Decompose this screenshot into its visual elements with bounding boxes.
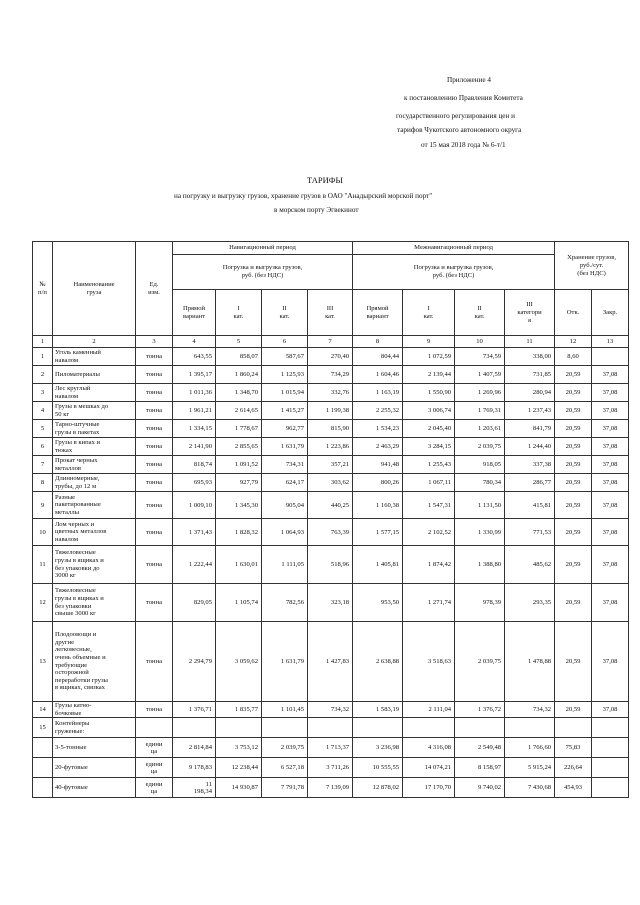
value-cell: 1 630,01 — [216, 546, 262, 584]
value-cell: 1 376,71 — [173, 702, 216, 718]
table-row — [33, 420, 629, 438]
value-cell: 8 158,97 — [455, 758, 505, 778]
value-cell: 20,59 — [555, 622, 592, 702]
value-cell: 858,07 — [216, 348, 262, 366]
table-row — [33, 492, 629, 519]
value-cell — [592, 348, 629, 366]
value-cell — [592, 738, 629, 758]
value-cell: 11 198,34 — [173, 778, 216, 798]
value-cell: 1 244,40 — [505, 438, 555, 456]
value-cell: 1 769,31 — [455, 402, 505, 420]
value-cell: 587,67 — [262, 348, 308, 366]
value-cell: 3 711,26 — [308, 758, 353, 778]
col-number: 2 — [53, 336, 136, 348]
col-number: 10 — [455, 336, 505, 348]
value-cell: 3 006,74 — [403, 402, 455, 420]
col-number: 1 — [33, 336, 53, 348]
value-cell: 1 583,19 — [353, 702, 403, 718]
value-cell: 1 330,99 — [455, 519, 505, 546]
col-number: 9 — [403, 336, 455, 348]
value-cell: 978,39 — [455, 584, 505, 622]
row-number-cell — [33, 758, 53, 778]
cargo-name-cell: Лес круглый навалом — [53, 384, 136, 402]
table-row — [33, 584, 629, 622]
cargo-name-cell: Тяжеловесные грузы в ящиках и без упаковки до 3000 кг — [53, 546, 136, 584]
value-cell: 7 430,68 — [505, 778, 555, 798]
value-cell: 37,08 — [592, 584, 629, 622]
value-cell: 1 101,45 — [262, 702, 308, 718]
value-cell: 1 713,37 — [308, 738, 353, 758]
row-number-cell: 6 — [33, 438, 53, 456]
table-row — [33, 702, 629, 718]
value-cell: 1 015,94 — [262, 384, 308, 402]
col-header-inter-period: Межнавигационный период — [353, 242, 555, 255]
header-line: Приложение 4 — [447, 76, 491, 84]
col-number: 12 — [555, 336, 592, 348]
value-cell: 3 284,15 — [403, 438, 455, 456]
col-header-closed-storage: Закр. — [592, 290, 629, 336]
value-cell: 1 072,59 — [403, 348, 455, 366]
value-cell: 12 238,44 — [216, 758, 262, 778]
value-cell: 734,31 — [262, 456, 308, 474]
value-cell: 20,59 — [555, 584, 592, 622]
value-cell: 2 463,29 — [353, 438, 403, 456]
value-cell: 37,08 — [592, 474, 629, 492]
value-cell: 10 555,55 — [353, 758, 403, 778]
table-row — [33, 474, 629, 492]
value-cell: 37,08 — [592, 366, 629, 384]
value-cell: 20,59 — [555, 420, 592, 438]
value-cell: 1 766,60 — [505, 738, 555, 758]
value-cell: 1 860,24 — [216, 366, 262, 384]
value-cell: 37,08 — [592, 702, 629, 718]
unit-cell: тонна — [136, 702, 173, 718]
value-cell: 734,29 — [308, 366, 353, 384]
value-cell: 20,59 — [555, 546, 592, 584]
value-cell: 1 237,43 — [505, 402, 555, 420]
cargo-name-cell: 20-футовые — [53, 758, 136, 778]
value-cell: 2 549,48 — [455, 738, 505, 758]
col-header-storage: Хранение грузов, руб./сут. (без НДС) — [555, 242, 629, 290]
table-row — [33, 438, 629, 456]
row-number-cell: 3 — [33, 384, 53, 402]
value-cell: 1 376,72 — [455, 702, 505, 718]
row-number-cell: 10 — [33, 519, 53, 546]
col-header-direct-nav: Прямой вариант — [173, 290, 216, 336]
value-cell: 1 009,10 — [173, 492, 216, 519]
value-cell: 1 961,21 — [173, 402, 216, 420]
value-cell — [505, 718, 555, 738]
value-cell: 1 064,93 — [262, 519, 308, 546]
value-cell: 1 348,70 — [216, 384, 262, 402]
col-number: 6 — [262, 336, 308, 348]
value-cell: 37,08 — [592, 420, 629, 438]
value-cell: 1 199,38 — [308, 402, 353, 420]
value-cell: 280,94 — [505, 384, 555, 402]
document-subtitle-line1: на погрузку и выгрузку грузов, хранение грузов в ОАО "Анадырский морской порт" — [174, 192, 433, 200]
table-row — [33, 384, 629, 402]
col-number: 13 — [592, 336, 629, 348]
value-cell — [403, 718, 455, 738]
value-cell: 337,38 — [505, 456, 555, 474]
row-number-cell: 7 — [33, 456, 53, 474]
value-cell: 927,79 — [216, 474, 262, 492]
row-number-cell: 2 — [33, 366, 53, 384]
value-cell: 5 915,24 — [505, 758, 555, 778]
value-cell: 1 407,59 — [455, 366, 505, 384]
value-cell: 1 577,15 — [353, 519, 403, 546]
col-number: 4 — [173, 336, 216, 348]
value-cell: 624,17 — [262, 474, 308, 492]
table-row — [33, 456, 629, 474]
value-cell: 3 518,63 — [403, 622, 455, 702]
unit-cell: тонна — [136, 456, 173, 474]
value-cell: 1 405,81 — [353, 546, 403, 584]
value-cell: 1 163,19 — [353, 384, 403, 402]
col-header-cat1-nav: I кат. — [216, 290, 262, 336]
table-row — [33, 718, 629, 738]
value-cell: 3 236,98 — [353, 738, 403, 758]
value-cell: 1 160,38 — [353, 492, 403, 519]
header-line: государственного регулирования цен и — [396, 112, 515, 120]
table-row — [33, 778, 629, 798]
value-cell: 1 371,43 — [173, 519, 216, 546]
value-cell: 1 415,27 — [262, 402, 308, 420]
value-cell: 303,62 — [308, 474, 353, 492]
value-cell: 20,59 — [555, 402, 592, 420]
row-number-cell: 12 — [33, 584, 53, 622]
row-number-cell: 13 — [33, 622, 53, 702]
value-cell: 2 855,65 — [216, 438, 262, 456]
col-number: 8 — [353, 336, 403, 348]
cargo-name-cell: Лом черных и цветных металлов навалом — [53, 519, 136, 546]
value-cell: 37,08 — [592, 546, 629, 584]
cargo-name-cell: Пиломатериалы — [53, 366, 136, 384]
value-cell: 14 074,21 — [403, 758, 455, 778]
value-cell: 905,04 — [262, 492, 308, 519]
value-cell: 1 131,50 — [455, 492, 505, 519]
value-cell: 780,34 — [455, 474, 505, 492]
col-header-nav-period: Навигационный период — [173, 242, 353, 255]
value-cell: 1 778,67 — [216, 420, 262, 438]
unit-cell: тонна — [136, 474, 173, 492]
value-cell: 1 388,80 — [455, 546, 505, 584]
row-number-cell: 14 — [33, 702, 53, 718]
value-cell: 37,08 — [592, 519, 629, 546]
unit-cell: тонна — [136, 519, 173, 546]
cargo-name-cell: 40-футовые — [53, 778, 136, 798]
value-cell: 643,55 — [173, 348, 216, 366]
document-subtitle-line2: в морском порту Эгвекинот — [274, 206, 359, 214]
value-cell: 2 614,65 — [216, 402, 262, 420]
row-number-cell — [33, 738, 53, 758]
value-cell: 20,59 — [555, 702, 592, 718]
value-cell: 1 478,88 — [505, 622, 555, 702]
value-cell: 953,50 — [353, 584, 403, 622]
unit-cell: едини ца — [136, 778, 173, 798]
value-cell: 9 740,02 — [455, 778, 505, 798]
value-cell: 37,08 — [592, 622, 629, 702]
value-cell: 323,18 — [308, 584, 353, 622]
value-cell: 454,93 — [555, 778, 592, 798]
value-cell — [262, 718, 308, 738]
value-cell: 962,77 — [262, 420, 308, 438]
value-cell: 804,44 — [353, 348, 403, 366]
col-header-num: № п/п — [33, 242, 53, 336]
value-cell: 20,59 — [555, 474, 592, 492]
value-cell: 37,08 — [592, 492, 629, 519]
value-cell: 332,76 — [308, 384, 353, 402]
table-row — [33, 348, 629, 366]
value-cell: 1 105,74 — [216, 584, 262, 622]
value-cell: 734,32 — [308, 702, 353, 718]
col-number: 11 — [505, 336, 555, 348]
value-cell: 818,74 — [173, 456, 216, 474]
value-cell — [308, 718, 353, 738]
value-cell: 37,08 — [592, 456, 629, 474]
value-cell: 12 878,02 — [353, 778, 403, 798]
value-cell — [592, 718, 629, 738]
value-cell: 763,39 — [308, 519, 353, 546]
row-number-cell — [33, 778, 53, 798]
cargo-name-cell: Грузы в мешках до 50 кг — [53, 402, 136, 420]
col-header-name: Наименование груза — [53, 242, 136, 336]
value-cell: 1 222,44 — [173, 546, 216, 584]
value-cell: 829,05 — [173, 584, 216, 622]
header-line: тарифов Чукотского автономного округа — [397, 126, 522, 134]
unit-cell: тонна — [136, 622, 173, 702]
value-cell: 3 059,62 — [216, 622, 262, 702]
row-number-cell: 8 — [33, 474, 53, 492]
value-cell — [353, 718, 403, 738]
cargo-name-cell: Тарно-штучные грузы в пакетах — [53, 420, 136, 438]
unit-cell: тонна — [136, 546, 173, 584]
value-cell: 2 814,84 — [173, 738, 216, 758]
value-cell: 37,08 — [592, 402, 629, 420]
value-cell: 1 631,79 — [262, 622, 308, 702]
value-cell: 2 111,04 — [403, 702, 455, 718]
col-number: 3 — [136, 336, 173, 348]
header-line: к постановлению Правления Комитета — [404, 94, 523, 102]
col-header-cat1-inter: I кат. — [403, 290, 455, 336]
value-cell: 1 550,90 — [403, 384, 455, 402]
value-cell: 293,35 — [505, 584, 555, 622]
unit-cell: тонна — [136, 402, 173, 420]
table-row — [33, 519, 629, 546]
value-cell: 226,64 — [555, 758, 592, 778]
value-cell: 941,48 — [353, 456, 403, 474]
value-cell — [455, 718, 505, 738]
cargo-name-cell: 3-5-тонные — [53, 738, 136, 758]
value-cell: 1 255,43 — [403, 456, 455, 474]
unit-cell: тонна — [136, 438, 173, 456]
value-cell: 6 527,18 — [262, 758, 308, 778]
value-cell: 1 091,52 — [216, 456, 262, 474]
unit-cell — [136, 718, 173, 738]
value-cell: 2 039,75 — [262, 738, 308, 758]
value-cell: 1 427,83 — [308, 622, 353, 702]
value-cell: 286,77 — [505, 474, 555, 492]
row-number-cell: 1 — [33, 348, 53, 366]
value-cell: 2 141,90 — [173, 438, 216, 456]
value-cell: 1 334,15 — [173, 420, 216, 438]
col-header-open-storage: Отк. — [555, 290, 592, 336]
unit-cell: тонна — [136, 584, 173, 622]
value-cell: 1 828,32 — [216, 519, 262, 546]
header-line: от 15 мая 2018 года № 6-т/1 — [421, 141, 506, 149]
value-cell: 4 316,08 — [403, 738, 455, 758]
value-cell: 485,62 — [505, 546, 555, 584]
value-cell: 2 102,52 — [403, 519, 455, 546]
value-cell: 815,90 — [308, 420, 353, 438]
value-cell: 1 835,77 — [216, 702, 262, 718]
table-row — [33, 738, 629, 758]
value-cell: 1 223,86 — [308, 438, 353, 456]
value-cell: 1 011,36 — [173, 384, 216, 402]
row-number-cell: 5 — [33, 420, 53, 438]
col-number: 7 — [308, 336, 353, 348]
cargo-name-cell: Тяжеловесные грузы в ящиках и без упаковки свыше 3000 кг — [53, 584, 136, 622]
unit-cell: тонна — [136, 384, 173, 402]
value-cell: 37,08 — [592, 384, 629, 402]
cargo-name-cell: Плодоовощи и другие легковесные, очень объемные и требующие осторожной переработки грузы в ящиках, связках — [53, 622, 136, 702]
value-cell: 20,59 — [555, 438, 592, 456]
value-cell: 731,85 — [505, 366, 555, 384]
value-cell: 1 111,05 — [262, 546, 308, 584]
col-header-cat2-nav: II кат. — [262, 290, 308, 336]
cargo-name-cell: Длинномерные, трубы, до 12 м — [53, 474, 136, 492]
table-row — [33, 546, 629, 584]
value-cell: 7 791,78 — [262, 778, 308, 798]
value-cell: 1 345,30 — [216, 492, 262, 519]
value-cell: 20,59 — [555, 456, 592, 474]
value-cell: 2 039,75 — [455, 622, 505, 702]
col-header-cat3-nav: III кат. — [308, 290, 353, 336]
value-cell: 357,21 — [308, 456, 353, 474]
value-cell: 1 269,96 — [455, 384, 505, 402]
unit-cell: едини ца — [136, 758, 173, 778]
value-cell: 734,32 — [505, 702, 555, 718]
value-cell: 75,83 — [555, 738, 592, 758]
value-cell: 2 139,44 — [403, 366, 455, 384]
cargo-name-cell: Контейнеры груженые: — [53, 718, 136, 738]
row-number-cell: 15 — [33, 718, 53, 738]
value-cell: 415,81 — [505, 492, 555, 519]
value-cell: 1 604,46 — [353, 366, 403, 384]
table-row — [33, 758, 629, 778]
value-cell: 1 203,61 — [455, 420, 505, 438]
value-cell: 771,53 — [505, 519, 555, 546]
col-header-direct-inter: Прямой вариант — [353, 290, 403, 336]
value-cell: 14 930,87 — [216, 778, 262, 798]
value-cell: 1 271,74 — [403, 584, 455, 622]
value-cell: 20,59 — [555, 492, 592, 519]
value-cell: 782,56 — [262, 584, 308, 622]
unit-cell: тонна — [136, 492, 173, 519]
row-number-cell: 11 — [33, 546, 53, 584]
table-row — [33, 402, 629, 420]
value-cell: 695,93 — [173, 474, 216, 492]
value-cell: 7 139,09 — [308, 778, 353, 798]
value-cell: 8,60 — [555, 348, 592, 366]
value-cell: 338,00 — [505, 348, 555, 366]
unit-cell: едини ца — [136, 738, 173, 758]
value-cell: 2 294,79 — [173, 622, 216, 702]
value-cell — [216, 718, 262, 738]
cargo-name-cell: Разные пакетированные металлы — [53, 492, 136, 519]
value-cell: 3 753,12 — [216, 738, 262, 758]
cargo-name-cell: Уголь каменный навалом — [53, 348, 136, 366]
value-cell: 20,59 — [555, 384, 592, 402]
cargo-name-cell: Грузы катно- бочковые — [53, 702, 136, 718]
value-cell: 1 631,79 — [262, 438, 308, 456]
value-cell: 9 178,83 — [173, 758, 216, 778]
value-cell: 440,25 — [308, 492, 353, 519]
value-cell: 1 125,93 — [262, 366, 308, 384]
table-row — [33, 366, 629, 384]
col-header-load-unload-nav: Погрузка и выгрузка грузов, руб. (без НДС) — [173, 255, 353, 290]
value-cell: 1 547,31 — [403, 492, 455, 519]
value-cell — [592, 758, 629, 778]
value-cell: 2 045,40 — [403, 420, 455, 438]
document-title: ТАРИФЫ — [307, 175, 343, 185]
cargo-name-cell: Грузы в кипах и тюках — [53, 438, 136, 456]
unit-cell: тонна — [136, 348, 173, 366]
tariffs-table — [32, 241, 629, 798]
value-cell: 734,59 — [455, 348, 505, 366]
value-cell: 37,08 — [592, 438, 629, 456]
value-cell: 1 534,23 — [353, 420, 403, 438]
value-cell: 841,79 — [505, 420, 555, 438]
col-header-unit: Ед. изм. — [136, 242, 173, 336]
unit-cell: тонна — [136, 420, 173, 438]
col-header-load-unload-inter: Погрузка и выгрузка грузов, руб. (без НДС) — [353, 255, 555, 290]
value-cell: 918,05 — [455, 456, 505, 474]
value-cell: 17 170,70 — [403, 778, 455, 798]
value-cell: 800,26 — [353, 474, 403, 492]
value-cell: 2 255,32 — [353, 402, 403, 420]
value-cell: 1 395,17 — [173, 366, 216, 384]
value-cell: 270,40 — [308, 348, 353, 366]
row-number-cell: 4 — [33, 402, 53, 420]
col-header-cat2-inter: II кат. — [455, 290, 505, 336]
value-cell: 20,59 — [555, 519, 592, 546]
value-cell: 1 067,11 — [403, 474, 455, 492]
col-header-cat3-inter: III категори я — [505, 290, 555, 336]
value-cell: 20,59 — [555, 366, 592, 384]
unit-cell: тонна — [136, 366, 173, 384]
value-cell — [173, 718, 216, 738]
value-cell — [592, 778, 629, 798]
value-cell — [555, 718, 592, 738]
cargo-name-cell: Прокат черных металлов — [53, 456, 136, 474]
row-number-cell: 9 — [33, 492, 53, 519]
value-cell: 2 638,88 — [353, 622, 403, 702]
value-cell: 2 039,75 — [455, 438, 505, 456]
value-cell: 1 874,42 — [403, 546, 455, 584]
value-cell: 518,96 — [308, 546, 353, 584]
col-number: 5 — [216, 336, 262, 348]
table-row — [33, 622, 629, 702]
